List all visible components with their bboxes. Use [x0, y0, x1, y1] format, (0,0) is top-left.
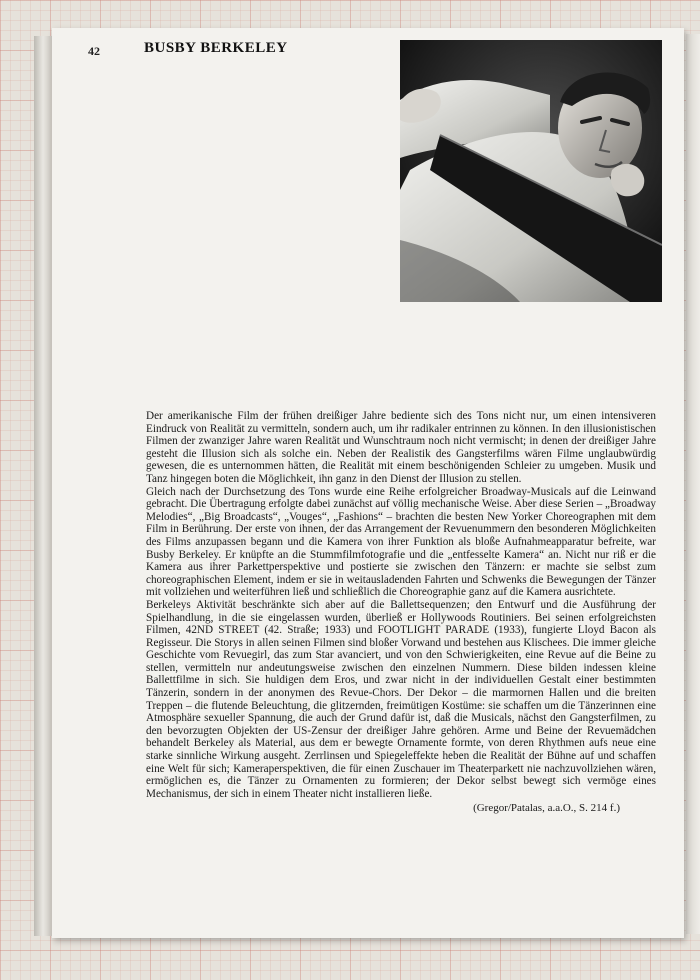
paragraph-1: Der amerikanische Film der frühen dreißiger Jahre bediente sich des Tons nicht nur, um einen intensiveren Eindruck von Realität zu vermitteln, sondern auch, um ihr radikaler entrinnen zu können. In den illusionistischen Filmen der zwanziger Jahre waren Realität und Wunschtraum noch nicht vermischt; in denen der dreißiger Jahre gesteht die Illusion sich als solche ein. Neben der Realistik des Gangsterfilms wären Filme unglaubwürdig gewesen, die es unternommen hätten, die Realität mit einem beschönigenden Schleier zu umgeben. Musik und Tanz hingegen boten die Möglichkeit, ihn ganz in den Dienst der Illusion zu stellen.: [146, 410, 656, 485]
article-body: [146, 410, 656, 815]
paragraph-3: Berkeleys Aktivität beschränkte sich aber auf die Ballettsequenzen; den Entwurf und die Ausführung der Spielhandlung, in die sie eingelassen wurden, überließ er Hollywoods Routiniers. Bei seinen erfolgreichsten Filmen, 42ND STREET (42. Straße; 1933) und FOOTLIGHT PARADE (1933), fungierte Lloyd Bacon als Regisseur. Die Storys in allen seinen Filmen sind bloßer Vorwand und bestehen aus Klischees. Die immer gleiche Geschichte vom Revuegirl, das zum Star avanciert, und von den Schwierigkeiten, eine Revue auf die Beine zu stellen, vermitteln nur andeutungsweise zwischen den einzelnen Nummern. Diese bilden indessen kleine Ballettfilme in sich. Sie huldigen dem Eros, und zwar nicht in der individuellen Gestalt einer bestimmten Tänzerin, sondern in der anonymen des Revue-Chors. Der Dekor – die marmornen Hallen und die breiten Treppen – die flutende Beleuchtung, die glitzernden, freimütigen Kostüme: sie schaffen um die Tänzerinnen eine Atmosphäre sexueller Spannung, die auch der Grund dafür ist, daß die Musicals, nächst den Gangsterfilmen, zu den bevorzugten Objekten der US-Zensur der dreißiger Jahre gehören. Arme und Beine der Revuemädchen behandelt Berkeley als Material, aus dem er bewegte Ornamente formte, von deren Rhythmen aufs neue eine starke sinnliche Wirkung ausgeht. Zerrlinsen und Spiegeleffekte heben die Realität der Bühne auf und schaffen eine Welt für sich; Kameraperspektiven, die für einen Zuschauer im Theaterparkett nie nachzuvollziehen wären, ermöglichen es, die Tänzer zu Ornamenten zu formieren; der Dekor selbst bewegt sich vermöge eines Mechanismus, der sich in einem Theater nicht installieren ließe.: [146, 598, 656, 800]
book-page: [52, 28, 684, 938]
photo-illustration-icon: [400, 40, 662, 302]
running-title: BUSBY BERKELEY: [144, 40, 288, 56]
citation: (Gregor/Patalas, a.a.O., S. 214 f.): [473, 802, 620, 815]
bleed-through-text: [192, 228, 512, 254]
man-with-camera-photo: [400, 40, 662, 302]
page-number: 42: [88, 44, 100, 58]
paragraph-2: Gleich nach der Durchsetzung des Tons wurde eine Reihe erfolgreicher Broadway-Musicals auf die Leinwand gebracht. Die Übertragung erfolgte dabei zunächst auf völlig mechanische Weise. Aber diese Serien – „Broadway Melodies“, „Big Broadcasts“, „Vouges“, „Fashions“ – brachten die besten New Yorker Choreographen mit dem Film in Berührung. Der erste von ihnen, der das Arrangement der Revuenummern den besonderen Möglichkeiten des Films anzupassen begann und die Kamera von ihrer Funktion als bloße Aufnahmeapparatur befreite, war Busby Berkeley. Er knüpfte an die Stummfilmfotografie und die „entfesselte Kamera“ an. Nicht nur riß er die Kamera aus ihrer Parkettperspektive und postierte sie zwischen den Tänzern: er machte sie selbst zum choreographischen Element, indem er sie in weitausladenden Fahrten und Schwenks die Bewegungen der Tänzer mit vollziehen und weiterführen ließ und schließlich die Choreographie ganz auf die Kamera ausrichtete.: [146, 485, 656, 599]
facing-page-edge: [686, 34, 700, 934]
